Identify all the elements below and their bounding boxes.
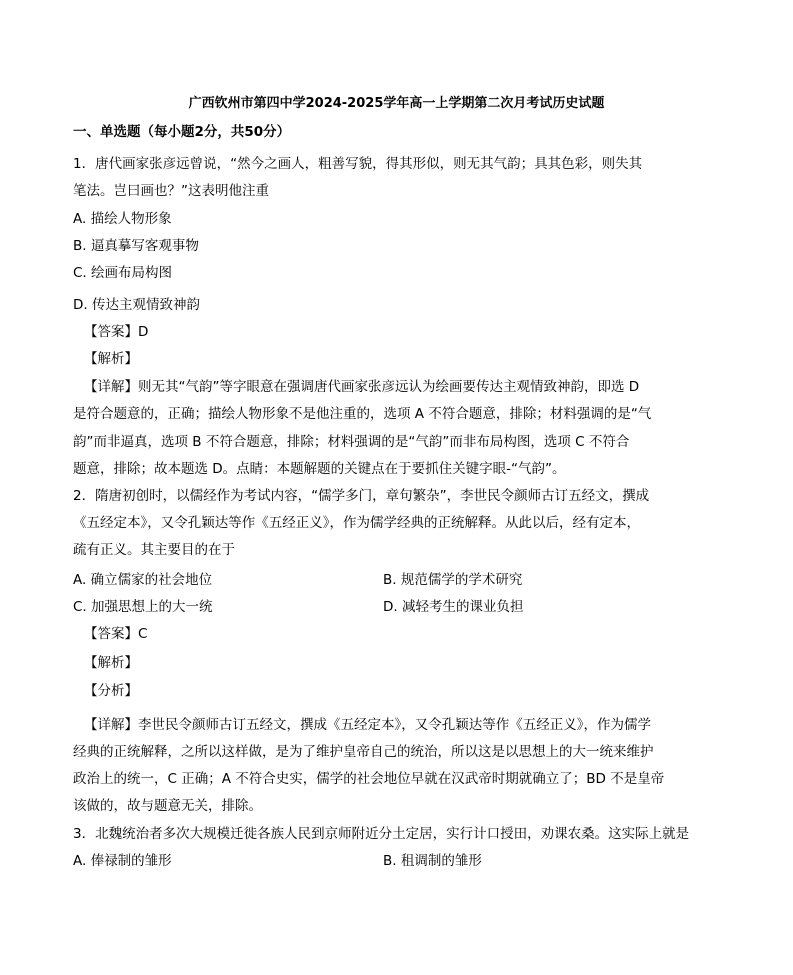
question-1-detail-line-4: 题意，排除；故本题选 D。点睛：本题解题的关键点在于要抓住关键字眼-“气韵”。: [73, 461, 566, 477]
question-1-detail-line-3: 韵”而非逼真，选项 B 不符合题意，排除；材料强调的是“气韵”而非布局构图，选项 C 不符合: [73, 434, 630, 450]
question-2-option-a: A. 确立儒家的社会地位: [73, 572, 213, 588]
question-3-option-a: A. 俸禄制的雏形: [73, 853, 172, 869]
question-3-option-b: B. 租调制的雏形: [383, 853, 482, 869]
document-title: 广西钦州市第四中学2024-2025学年高一上学期第二次月考试历史试题: [188, 96, 605, 111]
question-2-fenxi-label: 【分析】: [84, 683, 138, 699]
question-1-stem-line-1: 1．唐代画家张彦远曾说，“然今之画人，粗善写貌，得其形似，则无其气韵；具其色彩，则失其: [73, 156, 643, 172]
question-1-option-a: A. 描绘人物形象: [73, 211, 172, 227]
question-2-option-c: C. 加强思想上的大一统: [73, 599, 213, 615]
question-3-stem-line-1: 3．北魏统治者多次大规模迁徙各族人民到京师附近分土定居，实行计口授田，劝课农桑。这实际上就是: [73, 826, 690, 842]
question-2-answer: 【答案】C: [84, 626, 148, 642]
question-2-detail-line-2: 经典的正统解释，之所以这样做，是为了维护皇帝自己的统治，所以这是以思想上的大一统来维护: [73, 744, 654, 760]
question-2-stem-line-1: 2．隋唐初创时，以儒经作为考试内容，“儒学多门，章句繁杂”，李世民令颜师古订五经文，撰成: [73, 488, 650, 504]
question-2-detail-line-4: 该做的，故与题意无关，排除。: [73, 798, 262, 814]
question-1-option-d: D. 传达主观情致神韵: [73, 297, 200, 313]
question-2-option-d: D. 减轻考生的课业负担: [383, 599, 524, 615]
section-heading: 一、单选题（每小题2分，共50分）: [73, 124, 291, 140]
question-1-detail-line-2: 是符合题意的，正确；描绘人物形象不是他注重的，选项 A 不符合题意，排除；材料强调的是“气: [73, 406, 652, 422]
question-2-stem-line-2: 《五经定本》，又令孔颖达等作《五经正义》，作为儒学经典的正统解释。从此以后，经有定本，: [73, 515, 640, 531]
question-2-analysis-label: 【解析】: [84, 655, 138, 671]
question-1-analysis-label: 【解析】: [84, 351, 138, 367]
question-2-option-b: B. 规范儒学的学术研究: [383, 572, 523, 588]
question-2-stem-line-3: 疏有正义。其主要目的在于: [73, 542, 235, 558]
question-1-option-c: C. 绘画布局构图: [73, 265, 173, 281]
question-2-detail-line-3: 政治上的统一，C 正确；A 不符合史实，儒学的社会地位早就在汉武帝时期就确立了；BD 不是皇帝: [73, 771, 665, 787]
question-1-stem-line-2: 笔法。岂曰画也？”这表明他注重: [73, 183, 269, 199]
question-2-detail-line-1: 【详解】李世民令颜师古订五经文，撰成《五经定本》，又令孔颖达等作《五经正义》，作为儒学: [84, 717, 651, 733]
question-1-option-b: B. 逼真摹写客观事物: [73, 238, 199, 254]
question-1-detail-line-1: 【详解】则无其“气韵”等字眼意在强调唐代画家张彦远认为绘画要传达主观情致神韵，即选 D: [84, 379, 640, 395]
question-1-answer: 【答案】D: [84, 324, 149, 340]
